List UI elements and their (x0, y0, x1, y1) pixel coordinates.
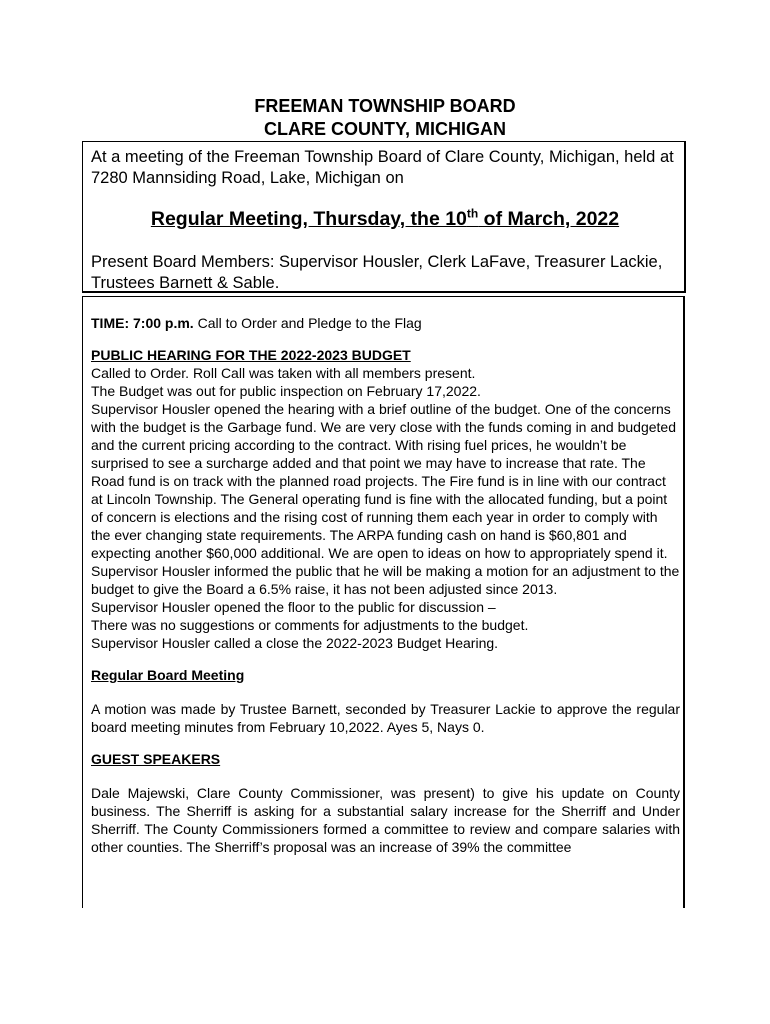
hearing-line: Called to Order. Roll Call was taken with all members present. (91, 365, 476, 381)
meeting-heading-suffix: of March, 2022 (478, 208, 620, 230)
guest-speakers-heading: GUEST SPEAKERS (91, 751, 221, 767)
guest-speakers-text: Dale Majewski, Clare County Commissioner, was present) to give his update on County business. The Sherriff is asking for a substantial salary increase for the Sherriff and Under Sherriff. The County Commissioners formed a committee to review and compare salaries with other counties. The Sherriff’s proposal was an increase of 39% the committee (91, 785, 680, 855)
intro-text: At a meeting of the Freeman Township Board of Clare County, Michigan, held at 7280 Mannsiding Road, Lake, Michigan on (91, 148, 674, 187)
meeting-heading (0, 207, 770, 231)
hearing-line: There was no suggestions or comments for adjustments to the budget. (91, 617, 529, 633)
hearing-line: Supervisor Housler called a close the 2022-2023 Budget Hearing. (91, 635, 499, 651)
time-line (91, 314, 680, 332)
hearing-line: The Budget was out for public inspection on February 17,2022. (91, 383, 481, 399)
hearing-line: Supervisor Housler informed the public that he will be making a motion for an adjustment to the budget to give the Board a 6.5% raise, it has not been adjusted since 2013. (91, 563, 680, 597)
regular-meeting-heading: Regular Board Meeting (91, 667, 245, 683)
time-label: TIME: 7:00 p.m. (91, 315, 194, 331)
minutes-body (91, 314, 680, 856)
document-title: FREEMAN TOWNSHIP BOARD (254, 96, 516, 116)
present-members: Present Board Members: Supervisor Housler, Clerk LaFave, Treasurer Lackie, Trustees Barnett & Sable. (91, 253, 663, 292)
hearing-line: Supervisor Housler opened the hearing with a brief outline of the budget. One of the concerns with the budget is the Garbage fund. We are very close with the funds coming in and budgeted and the current pricing according to the contract. With rising fuel prices, he wouldn’t be surprised to see a surcharge added and that point we may have to increase that rate. The Road fund is on track with the planned road projects. The Fire fund is in line with our contract at Lincoln Township. The General operating fund is fine with the allocated funding, but a point of concern is elections and the rising cost of running them each year in order to comply with the ever changing state requirements. The ARPA funding cash on hand is $60,801 and expecting another $60,000 additional. We are open to ideas on how to appropriately spend it. (91, 401, 676, 561)
time-text: Call to Order and Pledge to the Flag (193, 315, 422, 331)
meeting-heading-prefix: Regular Meeting, Thursday, the 10 (150, 208, 467, 230)
document-subtitle: CLARE COUNTY, MICHIGAN (264, 119, 506, 139)
public-hearing-heading: PUBLIC HEARING FOR THE 2022-2023 BUDGET (91, 347, 411, 363)
meeting-heading-sup: th (466, 206, 479, 221)
regular-meeting-text: A motion was made by Trustee Barnett, seconded by Treasurer Lackie to approve the regular board meeting minutes from February 10,2022. Ayes 5, Nays 0. (91, 701, 680, 735)
hearing-line: Supervisor Housler opened the floor to the public for discussion – (91, 599, 496, 615)
